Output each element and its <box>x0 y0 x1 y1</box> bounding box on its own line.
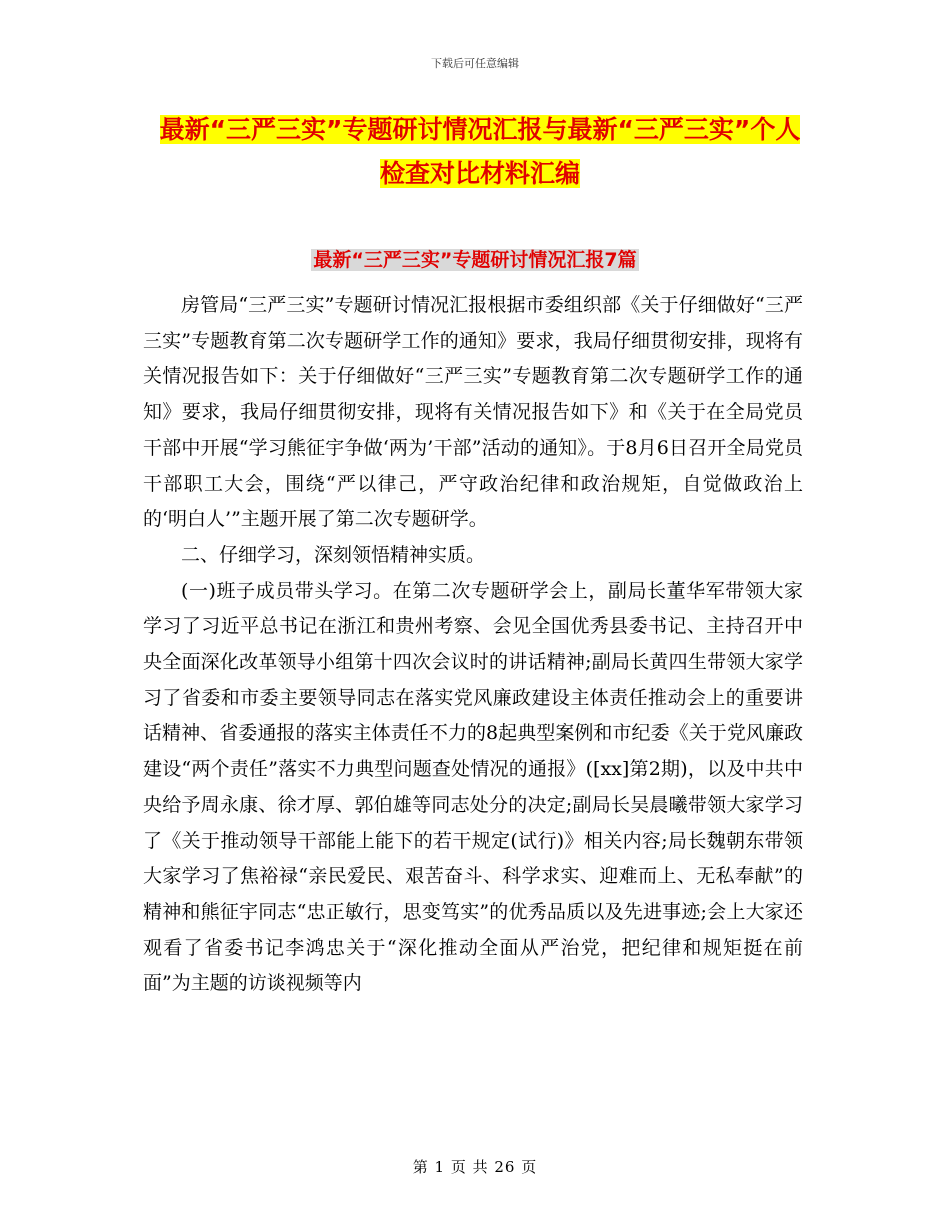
body-paragraph: 二、仔细学习，深刻领悟精神实质。 <box>181 543 486 566</box>
page-number-footer: 第 1 页 共 26 页 <box>412 1158 538 1176</box>
header-note: 下载后可任意编辑 <box>431 57 519 70</box>
document-title <box>150 108 810 196</box>
document-title-text: 最新“三严三实”专题研讨情况汇报与最新“三严三实”个人检查对比材料汇编 <box>159 115 801 188</box>
section-title <box>0 246 950 274</box>
body-paragraph: 房管局“三严三实”专题研讨情况汇报根据市委组织部《关于仔细做好“三严三实”专题教育第二次专题研学工作的通知》要求，我局仔细贯彻安排，现将有关情况报告如下：关于仔细做好“三严三实”专题教育第二次专题研学工作的通知》要求，我局仔细贯彻安排，现将有关情况报告如下》和《关于在全局党员干部中开展“学习熊征宇争做‘两为’干部”活动的通知》。于8月6日召开全局党员干部职工大会，围绕“严以律己，严守政治纪律和政治规矩，自觉做政治上的‘明白人’”主题开展了第二次专题研学。 <box>143 294 803 531</box>
section-title-text: 最新“三严三实”专题研讨情况汇报7篇 <box>313 249 637 271</box>
body-paragraph: (一)班子成员带头学习。在第二次专题研学会上，副局长董华军带领大家学习了习近平总书记在浙江和贵州考察、会见全国优秀县委书记、主持召开中央全面深化改革领导小组第十四次会议时的讲话精神;副局长黄四生带领大家学习了省委和市委主要领导同志在落实党风廉政建设主体责任推动会上的重要讲话精神、省委通报的落实主体责任不力的8起典型案例和市纪委《关于党风廉政建设“两个责任”落实不力典型问题查处情况的通报》([xx]第2期)，以及中共中央给予周永康、徐才厚、郭伯雄等同志处分的决定;副局长吴晨曦带领大家学习了《关于推动领导干部能上能下的若干规定(试行)》相关内容;局长魏朝东带领大家学习了焦裕禄“亲民爱民、艰苦奋斗、科学求实、迎难而上、无私奉献”的精神和熊征宇同志“忠正敏行，思变笃实”的优秀品质以及先进事迹;会上大家还观看了省委书记李鸿忠关于“深化推动全面从严治党，把纪律和规矩挺在前面”为主题的访谈视频等内 <box>143 579 803 995</box>
document-body <box>143 288 803 1002</box>
